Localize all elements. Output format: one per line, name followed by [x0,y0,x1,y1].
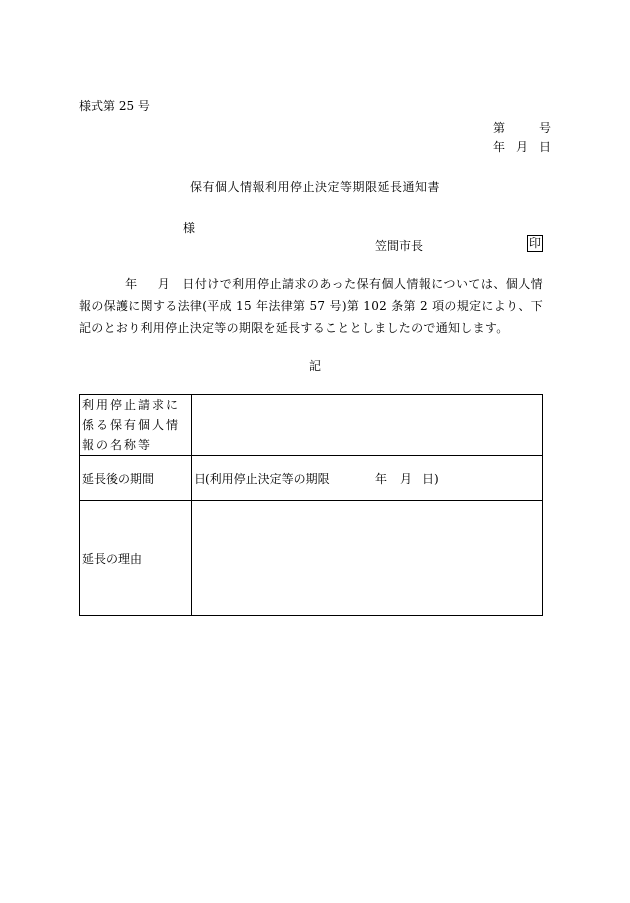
info-name-label [80,395,192,456]
ki-heading: 記 [308,359,321,373]
body-month: 月 [157,277,171,291]
table-row [80,501,543,616]
period-day: 日 [194,472,207,486]
form-number: 様式第 25 号 [79,99,150,113]
seal-mark: 印 [529,236,542,250]
extended-period-value[interactable] [192,456,543,501]
addressee-honorific: 様 [183,221,196,235]
extended-period-label: 延長後の期間 [80,456,192,501]
info-name-value[interactable] [192,395,543,456]
period-year: 年 [375,472,388,486]
table-row [80,456,543,501]
period-paren-open: (利用停止決定等の期限 [205,472,330,486]
body-paragraph [79,273,543,339]
document-title: 保有個人情報利用停止決定等期限延長通知書 [189,180,440,194]
extension-reason-value[interactable] [192,501,543,616]
extension-reason-label: 延長の理由 [80,501,192,616]
sender-name: 笠間市長 [375,239,424,253]
info-table [79,394,543,616]
date-day: 日 [539,140,552,154]
date-month: 月 [516,140,529,154]
date-year: 年 [493,140,506,154]
period-month: 月 [400,472,413,486]
info-name-label-text: 利用停止請求に係る保有個人情報の名称等 [82,398,181,452]
document-number-suffix: 号 [539,121,552,135]
table-row [80,395,543,456]
body-year: 年 [125,277,138,291]
document-number-prefix: 第 [493,121,506,135]
period-day-close: 日) [422,472,439,486]
body-text: 日付けで利用停止請求のあった保有個人情報については、個人情報の保護に関する法律(平成 15 年法律第 57 号)第 102 条第 2 項の規定により、下記のとおり利用停止決定等の期限を延長することとしましたので通知します。 [79,277,543,335]
